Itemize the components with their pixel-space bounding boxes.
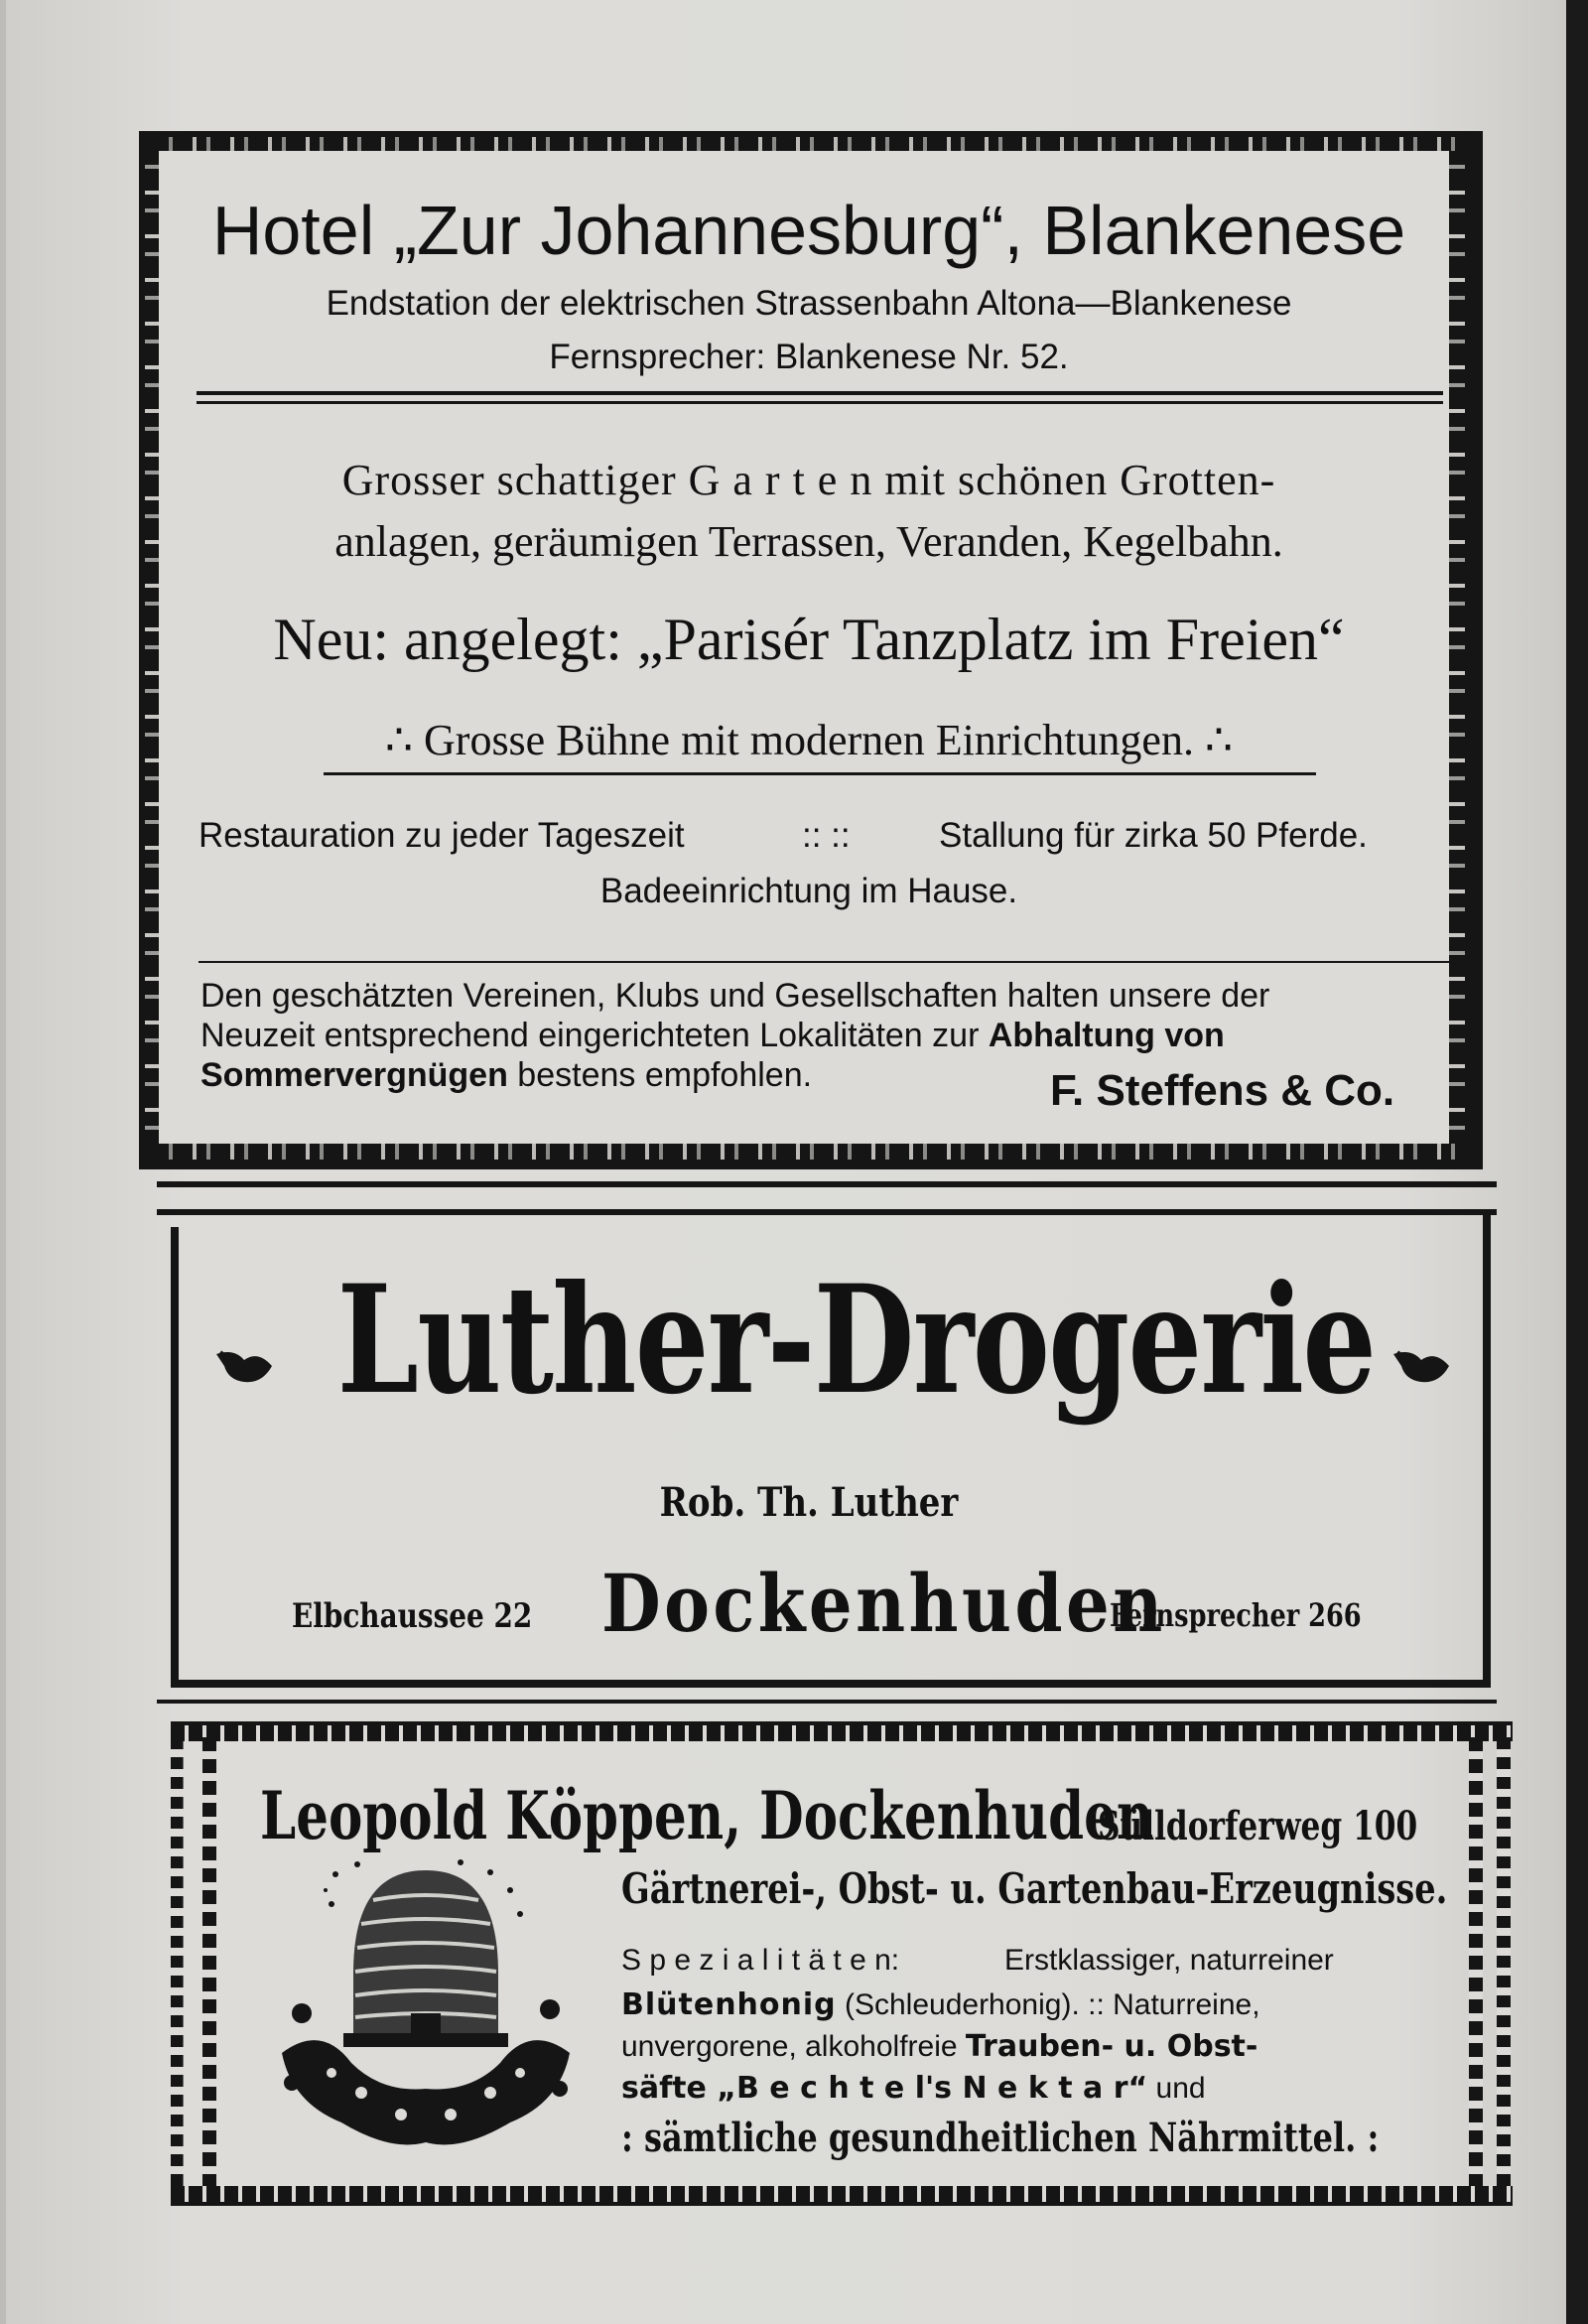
frame-bottom — [171, 1680, 1491, 1688]
nursery-name: Leopold Köppen, Dockenhuden — [260, 1777, 1154, 1854]
rule-bottom — [157, 1700, 1497, 1704]
drugstore-owner: Rob. Th. Luther — [659, 1479, 959, 1526]
clubs-line-1: Den geschätzten Vereinen, Klubs und Gesellschaften halten unsere der — [200, 977, 1270, 1015]
scan-edge-right — [1566, 0, 1588, 2324]
specialties-line-3: unvergorene, alkoholfreie Trauben- u. Obst- — [621, 2029, 1258, 2064]
double-rule — [197, 401, 1443, 404]
frame-left — [171, 1227, 179, 1686]
scan-edge-left — [0, 0, 6, 2324]
garden-line-2: anlagen, geräumigen Terrassen, Veranden, Kegelbahn. — [334, 517, 1283, 566]
wave-border-right — [1469, 1737, 1483, 2186]
frame-right — [1483, 1213, 1491, 1688]
specialties-line-5: : sämtliche gesundheitlichen Nährmittel. : — [621, 2115, 1380, 2161]
ornament-border-top — [159, 137, 1469, 151]
specialties-label: S p e z i a l i t ä t e n: — [621, 1944, 900, 1977]
ornament-border-right — [1449, 151, 1465, 1144]
specialties-line-4: säfte „B e c h t e l's N e k t a r“ und — [621, 2071, 1206, 2106]
wave-border-top — [171, 1721, 1513, 1741]
double-rule — [197, 391, 1443, 395]
thin-rule — [198, 961, 1449, 963]
services-left: Restauration zu jeder Tageszeit — [198, 816, 685, 855]
new-dance-floor: Neu: angelegt: „Parisér Tanzplatz im Freien“ — [273, 607, 1345, 672]
signature: F. Steffens & Co. — [1050, 1066, 1395, 1115]
drugstore-phone: Fernsprecher 266 — [1110, 1596, 1362, 1634]
bath-line: Badeeinrichtung im Hause. — [599, 872, 1018, 910]
ornament-border-left — [145, 151, 159, 1144]
beehive-illustration-icon — [262, 1854, 590, 2162]
wave-border-bottom — [171, 2186, 1513, 2206]
clubs-line-2: Neuzeit entsprechend eingerichteten Lokalitäten zur Abhaltung von — [200, 1017, 1225, 1054]
ornament-border-bottom — [159, 1144, 1469, 1160]
wave-border-right — [1497, 1737, 1511, 2186]
hotel-subtitle: Endstation der elektrischen Strassenbahn Altona—Blankenese — [326, 284, 1292, 323]
nursery-street: Sülldorferweg 100 — [1098, 1803, 1418, 1849]
stage-underline — [324, 772, 1316, 775]
drugstore-address: Elbchaussee 22 — [292, 1596, 533, 1636]
hotel-phone: Fernsprecher: Blankenese Nr. 52. — [549, 338, 1069, 376]
services-separator: :: :: — [802, 816, 851, 855]
leaf-ornament-icon — [1391, 1346, 1451, 1386]
stage-line: ∴ Grosse Bühne mit modernen Einrichtungen. ∴ — [385, 716, 1233, 764]
wave-border-left — [202, 1737, 216, 2186]
specialties-line-2: Blütenhonig (Schleuderhonig). :: Naturreine, — [621, 1987, 1260, 2022]
nursery-trade: Gärtnerei-, Obst- u. Gartenbau-Erzeugnisse. — [621, 1864, 1448, 1913]
leaf-ornament-icon — [214, 1346, 274, 1386]
garden-line-1: Grosser schattiger G a r t e n mit schönen Grotten- — [341, 456, 1276, 504]
rule-top — [157, 1181, 1497, 1187]
services-right: Stallung für zirka 50 Pferde. — [939, 816, 1368, 855]
drugstore-name: Luther-Drogerie — [336, 1253, 1376, 1428]
specialties-first: Erstklassiger, naturreiner — [1004, 1944, 1334, 1977]
drugstore-town: Dockenhuden — [601, 1557, 1166, 1650]
clubs-line-3: Sommervergnügen bestens empfohlen. — [200, 1056, 813, 1094]
hotel-title: Hotel „Zur Johannesburg“, Blankenese — [211, 192, 1406, 269]
rule-top — [157, 1209, 1497, 1215]
